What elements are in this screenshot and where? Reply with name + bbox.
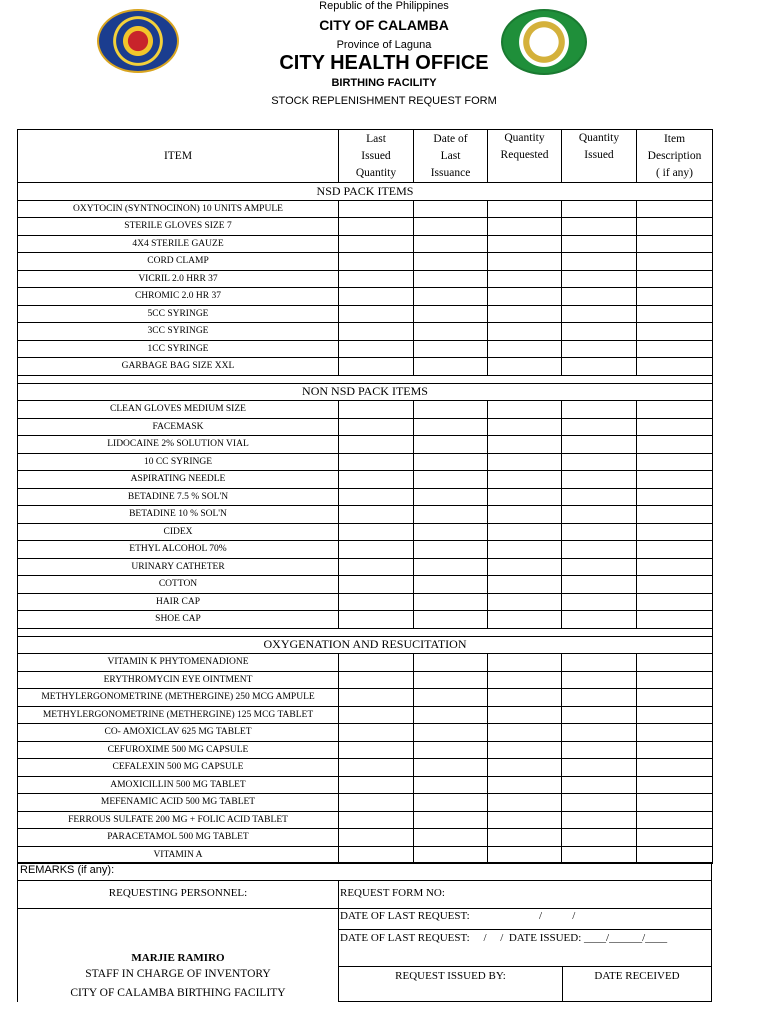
item-desc-cell[interactable]: [637, 340, 713, 358]
item-name: CIDEX: [18, 523, 339, 541]
city-name: CITY OF CALAMBA: [319, 17, 449, 33]
item-name: ETHYL ALCOHOL 70%: [18, 541, 339, 559]
qty-issued-cell[interactable]: [562, 794, 637, 812]
form-footer: [17, 862, 712, 1002]
last-issued-cell[interactable]: [339, 471, 414, 489]
last-issued-cell[interactable]: [339, 418, 414, 436]
item-desc-cell[interactable]: [637, 453, 713, 471]
table-row: [18, 523, 713, 541]
qty-issued-cell[interactable]: [562, 654, 637, 672]
date-last-cell[interactable]: [414, 829, 488, 847]
table-row: [18, 654, 713, 672]
last-issued-cell[interactable]: [339, 671, 414, 689]
qty-requested-cell[interactable]: [488, 759, 562, 777]
section-title: NON NSD PACK ITEMS: [18, 383, 713, 401]
last-issued-cell[interactable]: [339, 576, 414, 594]
qty-requested-cell[interactable]: [488, 541, 562, 559]
qty-issued-cell[interactable]: [562, 523, 637, 541]
table-row: [18, 358, 713, 376]
qty-issued-cell[interactable]: [562, 811, 637, 829]
item-desc-cell[interactable]: [637, 305, 713, 323]
qty-issued-cell[interactable]: [562, 218, 637, 236]
item-name: MEFENAMIC ACID 500 MG TABLET: [18, 794, 339, 812]
last-issued-cell[interactable]: [339, 288, 414, 306]
item-name: OXYTOCIN (SYNTNOCINON) 10 UNITS AMPULE: [18, 200, 339, 218]
qty-issued-cell[interactable]: [562, 200, 637, 218]
item-desc-cell[interactable]: [637, 759, 713, 777]
last-issued-cell[interactable]: [339, 724, 414, 742]
date-last-cell[interactable]: [414, 200, 488, 218]
table-row: [18, 541, 713, 559]
date-last-cell[interactable]: [414, 689, 488, 707]
item-desc-cell[interactable]: [637, 706, 713, 724]
request-form-no-label: REQUEST FORM NO:: [340, 887, 445, 899]
section-header-row: [18, 383, 713, 401]
item-name: GARBAGE BAG SIZE XXL: [18, 358, 339, 376]
qty-requested-cell[interactable]: [488, 235, 562, 253]
table-row: [18, 741, 713, 759]
table-row: [18, 671, 713, 689]
date-last-cell[interactable]: [414, 706, 488, 724]
col-qty-issued-2: Issued: [584, 149, 614, 161]
qty-requested-cell[interactable]: [488, 846, 562, 864]
table-row: [18, 418, 713, 436]
qty-requested-cell[interactable]: [488, 288, 562, 306]
table-row: [18, 811, 713, 829]
date-last-cell[interactable]: [414, 776, 488, 794]
last-issued-cell[interactable]: [339, 200, 414, 218]
qty-issued-cell[interactable]: [562, 323, 637, 341]
table-row: [18, 401, 713, 419]
last-issued-cell[interactable]: [339, 759, 414, 777]
date-last-cell[interactable]: [414, 418, 488, 436]
table-row: [18, 794, 713, 812]
table-row: [18, 218, 713, 236]
col-qty-issued: [562, 130, 637, 183]
qty-requested-cell[interactable]: [488, 724, 562, 742]
item-name: CORD CLAMP: [18, 253, 339, 271]
qty-requested-cell[interactable]: [488, 671, 562, 689]
item-name: ERYTHROMYCIN EYE OINTMENT: [18, 671, 339, 689]
spacer-cell: [18, 375, 713, 383]
table-row: [18, 253, 713, 271]
qty-issued-cell[interactable]: [562, 488, 637, 506]
item-name: CHROMIC 2.0 HR 37: [18, 288, 339, 306]
item-name: VITAMIN K PHYTOMENADIONE: [18, 654, 339, 672]
qty-issued-cell[interactable]: [562, 724, 637, 742]
col-item-desc-2: Description: [647, 149, 702, 162]
item-desc-cell[interactable]: [637, 829, 713, 847]
item-desc-cell[interactable]: [637, 558, 713, 576]
item-name: PARACETAMOL 500 MG TABLET: [18, 829, 339, 847]
table-row: [18, 453, 713, 471]
qty-issued-cell[interactable]: [562, 759, 637, 777]
qty-requested-cell[interactable]: [488, 305, 562, 323]
date-last-cell[interactable]: [414, 523, 488, 541]
table-row: [18, 593, 713, 611]
col-item-desc-1: Item: [663, 132, 686, 145]
last-issued-cell[interactable]: [339, 340, 414, 358]
qty-issued-cell[interactable]: [562, 436, 637, 454]
table-row: [18, 488, 713, 506]
col-qty-requested-1: Quantity: [504, 132, 545, 144]
signatory-position: STAFF IN CHARGE OF INVENTORY: [85, 968, 271, 980]
date-last-cell[interactable]: [414, 654, 488, 672]
item-desc-cell[interactable]: [637, 794, 713, 812]
date-last-cell[interactable]: [414, 794, 488, 812]
spacer-cell: [18, 628, 713, 636]
date-last-cell[interactable]: [414, 340, 488, 358]
col-item-desc: [637, 130, 713, 183]
date-last-request-label-2: DATE OF LAST REQUEST: / / DATE ISSUED: ____/______/____: [340, 932, 668, 944]
date-last-cell[interactable]: [414, 846, 488, 864]
table-row: [18, 558, 713, 576]
qty-requested-cell[interactable]: [488, 200, 562, 218]
date-last-cell[interactable]: [414, 218, 488, 236]
date-last-cell[interactable]: [414, 811, 488, 829]
qty-issued-cell[interactable]: [562, 689, 637, 707]
item-desc-cell[interactable]: [637, 358, 713, 376]
col-date-last-1: Date of: [433, 132, 468, 145]
item-desc-cell[interactable]: [637, 741, 713, 759]
last-issued-cell[interactable]: [339, 776, 414, 794]
qty-requested-cell[interactable]: [488, 418, 562, 436]
qty-requested-cell[interactable]: [488, 558, 562, 576]
table-row: [18, 471, 713, 489]
col-last-issued: [339, 130, 414, 183]
item-name: 4X4 STERILE GAUZE: [18, 235, 339, 253]
last-issued-cell[interactable]: [339, 523, 414, 541]
remarks-box: [17, 862, 712, 881]
item-name: BETADINE 7.5 % SOL'N: [18, 488, 339, 506]
item-desc-cell[interactable]: [637, 488, 713, 506]
last-issued-cell[interactable]: [339, 488, 414, 506]
table-row: [18, 611, 713, 629]
qty-requested-cell[interactable]: [488, 488, 562, 506]
last-issued-cell[interactable]: [339, 541, 414, 559]
item-name: URINARY CATHETER: [18, 558, 339, 576]
last-issued-cell[interactable]: [339, 846, 414, 864]
table-row: [18, 689, 713, 707]
item-name: VITAMIN A: [18, 846, 339, 864]
item-desc-cell[interactable]: [637, 200, 713, 218]
table-row: [18, 576, 713, 594]
qty-requested-cell[interactable]: [488, 401, 562, 419]
qty-issued-cell[interactable]: [562, 340, 637, 358]
last-issued-cell[interactable]: [339, 401, 414, 419]
date-last-cell[interactable]: [414, 436, 488, 454]
date-last-cell[interactable]: [414, 471, 488, 489]
qty-issued-cell[interactable]: [562, 506, 637, 524]
date-last-cell[interactable]: [414, 576, 488, 594]
qty-issued-cell[interactable]: [562, 829, 637, 847]
date-last-cell[interactable]: [414, 288, 488, 306]
stock-table: [17, 129, 713, 864]
item-desc-cell[interactable]: [637, 436, 713, 454]
last-issued-cell[interactable]: [339, 689, 414, 707]
last-issued-cell[interactable]: [339, 611, 414, 629]
qty-issued-cell[interactable]: [562, 741, 637, 759]
item-desc-cell[interactable]: [637, 288, 713, 306]
qty-issued-cell[interactable]: [562, 706, 637, 724]
last-issued-cell[interactable]: [339, 741, 414, 759]
qty-requested-cell[interactable]: [488, 654, 562, 672]
last-issued-cell[interactable]: [339, 794, 414, 812]
item-name: AMOXICILLIN 500 MG TABLET: [18, 776, 339, 794]
date-last-cell[interactable]: [414, 558, 488, 576]
section-header-row: [18, 636, 713, 654]
last-issued-cell[interactable]: [339, 829, 414, 847]
item-desc-cell[interactable]: [637, 270, 713, 288]
date-last-cell[interactable]: [414, 323, 488, 341]
item-desc-cell[interactable]: [637, 218, 713, 236]
col-item-desc-3: ( if any): [655, 166, 694, 179]
item-desc-cell[interactable]: [637, 671, 713, 689]
qty-requested-cell[interactable]: [488, 741, 562, 759]
item-name: CEFALEXIN 500 MG CAPSULE: [18, 759, 339, 777]
item-name: STERILE GLOVES SIZE 7: [18, 218, 339, 236]
qty-requested-cell[interactable]: [488, 811, 562, 829]
qty-requested-cell[interactable]: [488, 829, 562, 847]
item-desc-cell[interactable]: [637, 253, 713, 271]
qty-requested-cell[interactable]: [488, 218, 562, 236]
section-title: NSD PACK ITEMS: [18, 183, 713, 201]
qty-issued-cell[interactable]: [562, 418, 637, 436]
date-received-label: DATE RECEIVED: [594, 970, 680, 982]
qty-issued-cell[interactable]: [562, 453, 637, 471]
item-name: LIDOCAINE 2% SOLUTION VIAL: [18, 436, 339, 454]
qty-requested-cell[interactable]: [488, 576, 562, 594]
qty-issued-cell[interactable]: [562, 253, 637, 271]
last-issued-cell[interactable]: [339, 558, 414, 576]
last-issued-cell[interactable]: [339, 270, 414, 288]
table-row: [18, 829, 713, 847]
last-issued-cell[interactable]: [339, 323, 414, 341]
item-name: 3CC SYRINGE: [18, 323, 339, 341]
qty-requested-cell[interactable]: [488, 436, 562, 454]
table-row: [18, 288, 713, 306]
qty-issued-cell[interactable]: [562, 576, 637, 594]
request-issued-by-label: REQUEST ISSUED BY:: [395, 970, 506, 982]
item-name: SHOE CAP: [18, 611, 339, 629]
qty-issued-cell[interactable]: [562, 235, 637, 253]
qty-issued-cell[interactable]: [562, 471, 637, 489]
item-desc-cell[interactable]: [637, 724, 713, 742]
section-spacer: [18, 375, 713, 383]
item-name: COTTON: [18, 576, 339, 594]
qty-issued-cell[interactable]: [562, 358, 637, 376]
date-last-cell[interactable]: [414, 253, 488, 271]
table-row: [18, 706, 713, 724]
qty-issued-cell[interactable]: [562, 541, 637, 559]
col-date-last-3: Issuance: [430, 166, 471, 179]
table-row: [18, 235, 713, 253]
table-row: [18, 759, 713, 777]
date-last-cell[interactable]: [414, 759, 488, 777]
table-row: [18, 846, 713, 864]
qty-requested-cell[interactable]: [488, 270, 562, 288]
province-label: Province of Laguna: [336, 39, 432, 51]
last-issued-cell[interactable]: [339, 506, 414, 524]
section-spacer: [18, 628, 713, 636]
date-last-cell[interactable]: [414, 358, 488, 376]
date-last-cell[interactable]: [414, 741, 488, 759]
qty-requested-cell[interactable]: [488, 706, 562, 724]
date-last-cell[interactable]: [414, 305, 488, 323]
signatory-name: MARJIE RAMIRO: [131, 952, 225, 964]
qty-issued-cell[interactable]: [562, 776, 637, 794]
last-issued-cell[interactable]: [339, 305, 414, 323]
date-last-cell[interactable]: [414, 611, 488, 629]
date-last-cell[interactable]: [414, 488, 488, 506]
remarks-label: REMARKS (if any):: [20, 864, 115, 876]
item-desc-cell[interactable]: [637, 471, 713, 489]
qty-issued-cell[interactable]: [562, 270, 637, 288]
table-row: [18, 200, 713, 218]
qty-requested-cell[interactable]: [488, 506, 562, 524]
item-name: CEFUROXIME 500 MG CAPSULE: [18, 741, 339, 759]
qty-requested-cell[interactable]: [488, 794, 562, 812]
last-issued-cell[interactable]: [339, 253, 414, 271]
item-desc-cell[interactable]: [637, 811, 713, 829]
qty-requested-cell[interactable]: [488, 776, 562, 794]
table-row: [18, 506, 713, 524]
item-name: FACEMASK: [18, 418, 339, 436]
date-last-request-label-1: DATE OF LAST REQUEST:: [340, 910, 470, 922]
item-desc-cell[interactable]: [637, 576, 713, 594]
form-title: STOCK REPLENISHMENT REQUEST FORM: [271, 95, 497, 107]
qty-requested-cell[interactable]: [488, 340, 562, 358]
item-desc-cell[interactable]: [637, 846, 713, 864]
date-last-cell[interactable]: [414, 541, 488, 559]
last-issued-cell[interactable]: [339, 358, 414, 376]
item-name: CLEAN GLOVES MEDIUM SIZE: [18, 401, 339, 419]
item-desc-cell[interactable]: [637, 776, 713, 794]
item-name: 10 CC SYRINGE: [18, 453, 339, 471]
qty-requested-cell[interactable]: [488, 611, 562, 629]
item-name: VICRIL 2.0 HRR 37: [18, 270, 339, 288]
qty-requested-cell[interactable]: [488, 358, 562, 376]
date-last-cell[interactable]: [414, 671, 488, 689]
item-name: ASPIRATING NEEDLE: [18, 471, 339, 489]
item-desc-cell[interactable]: [637, 323, 713, 341]
item-desc-cell[interactable]: [637, 506, 713, 524]
col-item: ITEM: [18, 130, 339, 183]
date-last-cell[interactable]: [414, 506, 488, 524]
office-title: CITY HEALTH OFFICE: [279, 52, 489, 74]
item-desc-cell[interactable]: [637, 611, 713, 629]
item-name: 1CC SYRINGE: [18, 340, 339, 358]
table-row: [18, 340, 713, 358]
col-qty-requested-2: Requested: [500, 149, 549, 161]
table-row: [18, 436, 713, 454]
table-row: [18, 270, 713, 288]
qty-issued-cell[interactable]: [562, 401, 637, 419]
qty-requested-cell[interactable]: [488, 453, 562, 471]
signatory-org: CITY OF CALAMBA BIRTHING FACILITY: [70, 987, 286, 999]
date-last-cell[interactable]: [414, 235, 488, 253]
date-last-cell[interactable]: [414, 401, 488, 419]
col-last-issued-2: Issued: [361, 149, 391, 162]
qty-requested-cell[interactable]: [488, 523, 562, 541]
col-date-last: [414, 130, 488, 183]
qty-issued-cell[interactable]: [562, 305, 637, 323]
facility-label: BIRTHING FACILITY: [331, 77, 437, 89]
qty-issued-cell[interactable]: [562, 558, 637, 576]
item-name: METHYLERGONOMETRINE (METHERGINE) 125 MCG TABLET: [18, 706, 339, 724]
item-name: METHYLERGONOMETRINE (METHERGINE) 250 MCG AMPULE: [18, 689, 339, 707]
item-desc-cell[interactable]: [637, 654, 713, 672]
col-last-issued-3: Quantity: [355, 166, 397, 179]
qty-issued-cell[interactable]: [562, 593, 637, 611]
table-row: [18, 776, 713, 794]
item-name: CO- AMOXICLAV 625 MG TABLET: [18, 724, 339, 742]
table-row: [18, 724, 713, 742]
qty-issued-cell[interactable]: [562, 846, 637, 864]
last-issued-cell[interactable]: [339, 218, 414, 236]
republic-label: Republic of the Philippines: [319, 0, 449, 12]
last-issued-cell[interactable]: [339, 706, 414, 724]
qty-requested-cell[interactable]: [488, 471, 562, 489]
last-issued-cell[interactable]: [339, 436, 414, 454]
item-desc-cell[interactable]: [637, 523, 713, 541]
section-header-row: [18, 183, 713, 201]
item-name: 5CC SYRINGE: [18, 305, 339, 323]
qty-requested-cell[interactable]: [488, 253, 562, 271]
item-desc-cell[interactable]: [637, 235, 713, 253]
item-name: BETADINE 10 % SOL'N: [18, 506, 339, 524]
item-name: FERROUS SULFATE 200 MG + FOLIC ACID TABLET: [18, 811, 339, 829]
last-issued-cell[interactable]: [339, 654, 414, 672]
section-title: OXYGENATION AND RESUCITATION: [18, 636, 713, 654]
qty-requested-cell[interactable]: [488, 323, 562, 341]
date-last-cell[interactable]: [414, 453, 488, 471]
item-desc-cell[interactable]: [637, 541, 713, 559]
item-desc-cell[interactable]: [637, 418, 713, 436]
date-last-cell[interactable]: [414, 724, 488, 742]
table-row: [18, 305, 713, 323]
column-header-row: [18, 130, 713, 183]
qty-issued-cell[interactable]: [562, 288, 637, 306]
item-desc-cell[interactable]: [637, 401, 713, 419]
item-name: HAIR CAP: [18, 593, 339, 611]
col-qty-requested: [488, 130, 562, 183]
date-last-cell[interactable]: [414, 270, 488, 288]
last-issued-cell[interactable]: [339, 811, 414, 829]
date-last-request-slashes: / /: [539, 910, 576, 922]
col-qty-issued-1: Quantity: [578, 132, 620, 144]
qty-issued-cell[interactable]: [562, 611, 637, 629]
col-date-last-2: Last: [440, 149, 461, 162]
last-issued-cell[interactable]: [339, 453, 414, 471]
date-last-cell[interactable]: [414, 593, 488, 611]
table-row: [18, 323, 713, 341]
requesting-personnel-label: REQUESTING PERSONNEL:: [108, 887, 248, 899]
qty-requested-cell[interactable]: [488, 689, 562, 707]
item-desc-cell[interactable]: [637, 689, 713, 707]
col-last-issued-1: Last: [366, 132, 386, 145]
qty-requested-cell[interactable]: [488, 593, 562, 611]
last-issued-cell[interactable]: [339, 235, 414, 253]
qty-issued-cell[interactable]: [562, 671, 637, 689]
item-desc-cell[interactable]: [637, 593, 713, 611]
last-issued-cell[interactable]: [339, 593, 414, 611]
